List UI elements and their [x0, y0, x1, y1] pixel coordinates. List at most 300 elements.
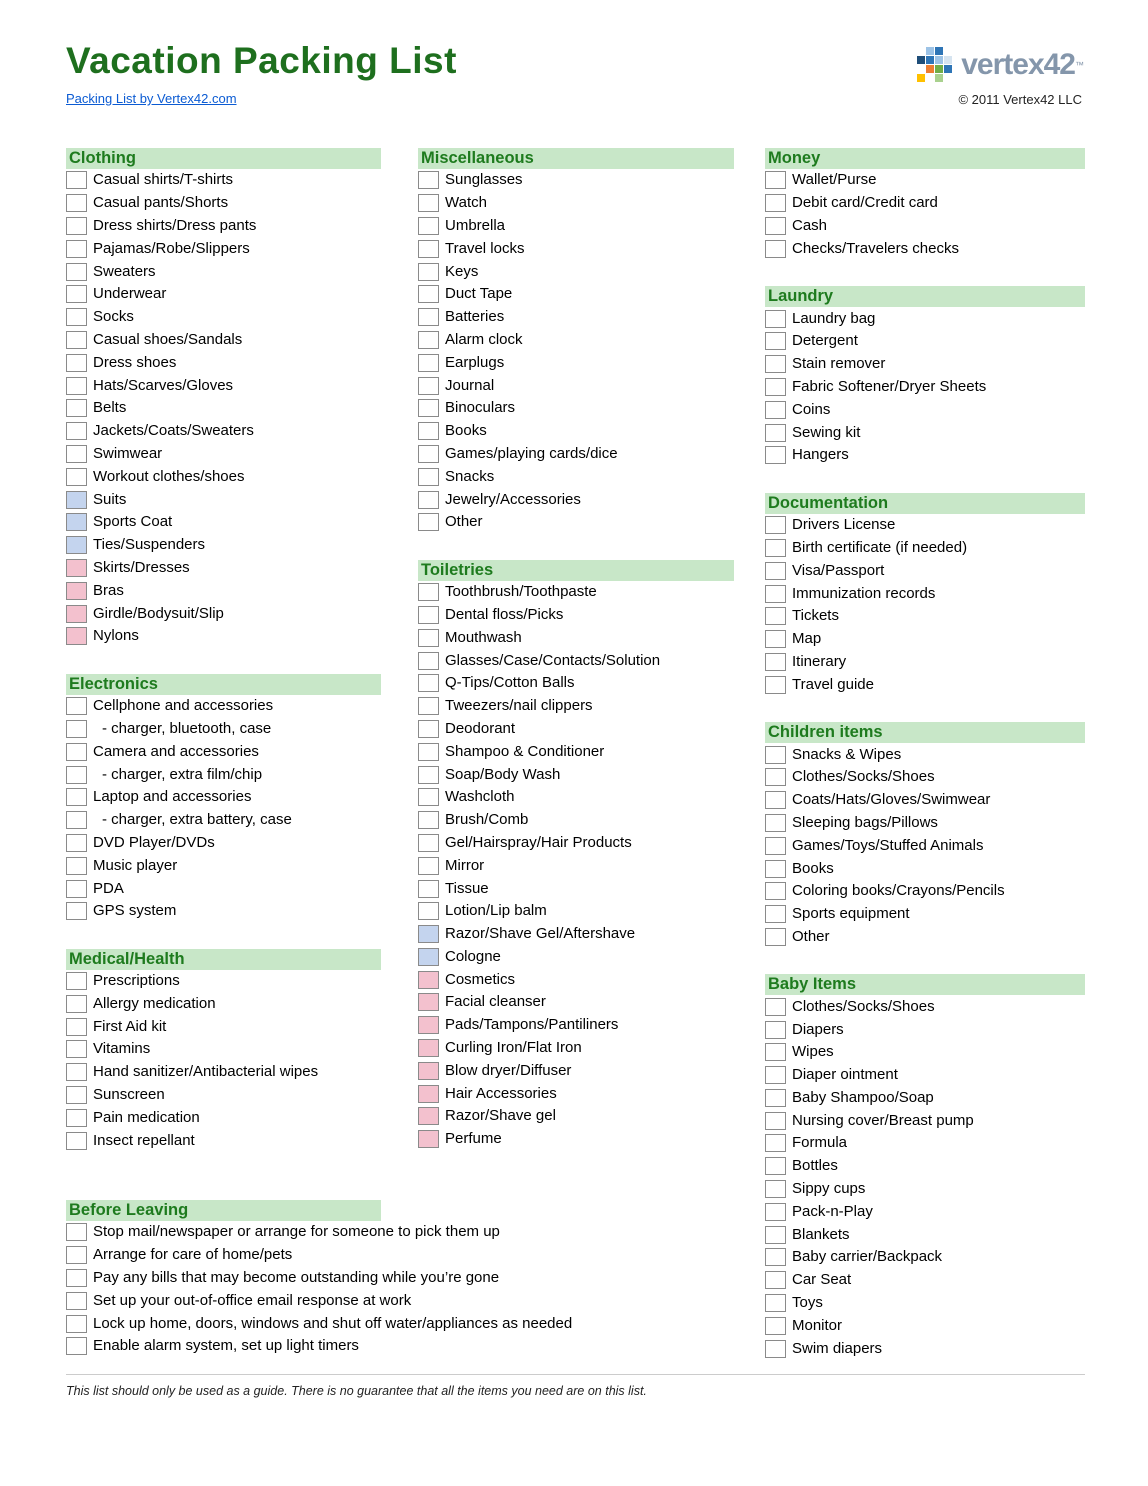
checklist-item [765, 559, 1085, 582]
item-label: Blow dryer/Diffuser [445, 1061, 572, 1079]
checkbox-insect-repellant[interactable] [66, 1132, 87, 1150]
checkbox-immunization-records[interactable] [765, 585, 786, 603]
item-label: Sweaters [93, 262, 156, 280]
checklist-item [418, 443, 734, 466]
checklist-item [765, 628, 1085, 651]
item-label: Shampoo & Conditioner [445, 742, 605, 760]
checkbox-watch[interactable] [418, 194, 439, 212]
checkbox-pajamas-robe-slippers[interactable] [66, 240, 87, 258]
checkbox-washcloth[interactable] [418, 788, 439, 806]
item-label: Nylons [93, 627, 139, 645]
checkbox-baby-carrier-backpack[interactable] [765, 1248, 786, 1266]
checkbox-first-aid-kit[interactable] [66, 1018, 87, 1036]
checkbox-coins[interactable] [765, 401, 786, 419]
section-header-children-items: Children items [765, 722, 1085, 743]
item-label: Tissue [445, 879, 489, 897]
checklist-item [418, 283, 734, 306]
checkbox-hangers[interactable] [765, 446, 786, 464]
checkbox-binoculars[interactable] [418, 399, 439, 417]
checkbox-music-player[interactable] [66, 857, 87, 875]
checklist-item [418, 1105, 734, 1128]
checkbox-girdle-bodysuit-slip[interactable] [66, 605, 87, 623]
item-label: Allergy medication [93, 994, 216, 1012]
item-label: Detergent [792, 332, 858, 350]
checklist-item [765, 215, 1085, 238]
item-label: Razor/Shave gel [445, 1107, 556, 1125]
item-label: Lotion/Lip balm [445, 902, 547, 920]
checklist-item [66, 579, 381, 602]
checkbox-dress-shirts-dress-pants[interactable] [66, 217, 87, 235]
checklist-item [418, 763, 734, 786]
item-label: Laundry bag [792, 309, 876, 327]
item-label: Books [445, 422, 487, 440]
item-label: Glasses/Case/Contacts/Solution [445, 651, 661, 669]
vertex42-link[interactable]: Packing List by Vertex42.com [66, 91, 237, 106]
checkbox-books[interactable] [765, 860, 786, 878]
checkbox-swimwear[interactable] [66, 445, 87, 463]
checklist-item [418, 968, 734, 991]
item-label: Journal [445, 376, 495, 394]
item-label: Watch [445, 194, 487, 212]
checklist-item [765, 1292, 1085, 1315]
checkbox-diapers[interactable] [765, 1021, 786, 1039]
checklist-item [765, 1246, 1085, 1269]
item-label: Earplugs [445, 353, 505, 371]
checkbox-alarm-clock[interactable] [418, 331, 439, 349]
checkbox-sewing-kit[interactable] [765, 424, 786, 442]
checkbox-other[interactable] [765, 928, 786, 946]
item-label: Hangers [792, 446, 849, 464]
item-label: Clothes/Socks/Shoes [792, 997, 935, 1015]
checkbox-workout-clothes-shoes[interactable] [66, 468, 87, 486]
item-label: Blankets [792, 1225, 850, 1243]
checklist-item [418, 626, 734, 649]
checklist-item [418, 397, 734, 420]
item-label: Sunscreen [93, 1086, 165, 1104]
checklist-item [66, 1038, 381, 1061]
checklist-item [66, 397, 381, 420]
checkbox-clothes-socks-shoes[interactable] [765, 768, 786, 786]
checklist-item [66, 1244, 381, 1267]
checkbox-mirror[interactable] [418, 857, 439, 875]
checklist-item [765, 743, 1085, 766]
checkbox-blankets[interactable] [765, 1226, 786, 1244]
item-label: Umbrella [445, 216, 506, 234]
item-label: Coins [792, 400, 831, 418]
section-clothing [66, 148, 381, 648]
checklist-item [765, 582, 1085, 605]
checkbox-casual-shirts-t-shirts[interactable] [66, 171, 87, 189]
section-header-electronics: Electronics [66, 674, 381, 695]
item-label: Stop mail/newspaper or arrange for someone to pick them up [93, 1223, 500, 1241]
checkbox-soap-body-wash[interactable] [418, 766, 439, 784]
checkbox-journal[interactable] [418, 377, 439, 395]
checklist-item [765, 812, 1085, 835]
item-label: Binoculars [445, 399, 516, 417]
checkbox-coats-hats-gloves-swimwear[interactable] [765, 791, 786, 809]
checkbox-batteries[interactable] [418, 308, 439, 326]
section-documentation [765, 493, 1085, 696]
checkbox-laptop-and-accessories[interactable] [66, 788, 87, 806]
checklist-item [418, 923, 734, 946]
checkbox-pain-medication[interactable] [66, 1109, 87, 1127]
checkbox-sports-coat[interactable] [66, 513, 87, 531]
item-label: Games/Toys/Stuffed Animals [792, 836, 984, 854]
checkbox-glasses-case-contacts-solution[interactable] [418, 652, 439, 670]
checkbox-laundry-bag[interactable] [765, 310, 786, 328]
item-label: Birth certificate (if needed) [792, 538, 968, 556]
checkbox-shampoo-conditioner[interactable] [418, 743, 439, 761]
checkbox-stain-remover[interactable] [765, 355, 786, 373]
checkbox-formula[interactable] [765, 1134, 786, 1152]
item-label: Itinerary [792, 652, 847, 670]
item-label: Wallet/Purse [792, 171, 877, 189]
checkbox-checks-travelers-checks[interactable] [765, 240, 786, 258]
checklist-item [765, 880, 1085, 903]
checklist-item [765, 1200, 1085, 1223]
checklist-item [418, 991, 734, 1014]
checkbox-razor-shave-gel[interactable] [418, 1107, 439, 1125]
checkbox-cologne[interactable] [418, 948, 439, 966]
checkbox-monitor[interactable] [765, 1317, 786, 1335]
checkbox-cellphone-and-accessories[interactable] [66, 697, 87, 715]
section-laundry [765, 286, 1085, 467]
checkbox-detergent[interactable] [765, 332, 786, 350]
item-label: Wipes [792, 1043, 834, 1061]
checkbox-dvd-player-dvds[interactable] [66, 834, 87, 852]
checklist-item [418, 215, 734, 238]
checkbox-curling-iron-flat-iron[interactable] [418, 1039, 439, 1057]
item-label: Mouthwash [445, 628, 522, 646]
checkbox-razor-shave-gel-aftershave[interactable] [418, 925, 439, 943]
checkbox-cosmetics[interactable] [418, 971, 439, 989]
checklist-item [418, 649, 734, 672]
checkbox-set-up-your-out-of-office-email-response-at-work[interactable] [66, 1292, 87, 1310]
checklist-item [765, 421, 1085, 444]
checkbox-sleeping-bags-pillows[interactable] [765, 814, 786, 832]
checkbox-nursing-cover-breast-pump[interactable] [765, 1112, 786, 1130]
checklist-item [418, 672, 734, 695]
item-label: Facial cleanser [445, 993, 546, 1011]
item-label: Set up your out-of-office email response at work [93, 1291, 412, 1309]
checkbox-allergy-medication[interactable] [66, 995, 87, 1013]
item-label: Deodorant [445, 719, 516, 737]
checkbox-other[interactable] [418, 513, 439, 531]
checkbox-charger-bluetooth-case[interactable] [66, 720, 87, 738]
checkbox-tickets[interactable] [765, 607, 786, 625]
item-label: Car Seat [792, 1271, 852, 1289]
checklist-item [66, 351, 381, 374]
item-label: Debit card/Credit card [792, 194, 938, 212]
checkbox-fabric-softener-dryer-sheets[interactable] [765, 378, 786, 396]
checkbox-nylons[interactable] [66, 627, 87, 645]
item-label: DVD Player/DVDs [93, 833, 215, 851]
logo-trademark: ™ [1075, 60, 1084, 70]
checklist-item [66, 169, 381, 192]
checkbox-tissue[interactable] [418, 880, 439, 898]
checkbox-sippy-cups[interactable] [765, 1180, 786, 1198]
checkbox-sweaters[interactable] [66, 263, 87, 281]
checklist-item [765, 237, 1085, 260]
checklist-item [765, 1155, 1085, 1178]
checkbox-facial-cleanser[interactable] [418, 993, 439, 1011]
checklist-item [418, 511, 734, 534]
checklist-item [66, 1061, 381, 1084]
checklist-item [418, 1128, 734, 1151]
checklist-item [66, 374, 381, 397]
checklist-item [765, 926, 1085, 949]
item-label: Music player [93, 856, 178, 874]
checkbox-toothbrush-toothpaste[interactable] [418, 583, 439, 601]
checklist-item [418, 488, 734, 511]
checkbox-dress-shoes[interactable] [66, 354, 87, 372]
item-label: Other [445, 513, 483, 531]
item-label: Brush/Comb [445, 811, 529, 829]
checkbox-games-toys-stuffed-animals[interactable] [765, 837, 786, 855]
checkbox-snacks-wipes[interactable] [765, 746, 786, 764]
checkbox-hats-scarves-gloves[interactable] [66, 377, 87, 395]
checklist-item [765, 537, 1085, 560]
checkbox-travel-locks[interactable] [418, 240, 439, 258]
item-label: Q-Tips/Cotton Balls [445, 674, 575, 692]
checkbox-blow-dryer-diffuser[interactable] [418, 1062, 439, 1080]
item-label: Curling Iron/Flat Iron [445, 1039, 582, 1057]
vertex42-logo [916, 46, 1084, 84]
item-label: Snacks [445, 467, 495, 485]
checkbox-coloring-books-crayons-pencils[interactable] [765, 882, 786, 900]
checkbox-games-playing-cards-dice[interactable] [418, 445, 439, 463]
item-label: Nursing cover/Breast pump [792, 1111, 974, 1129]
checklist-item [765, 834, 1085, 857]
checklist-item [418, 854, 734, 877]
checkbox-map[interactable] [765, 630, 786, 648]
section-header-before-leaving: Before Leaving [66, 1200, 381, 1221]
checkbox-belts[interactable] [66, 399, 87, 417]
checklist-item [418, 832, 734, 855]
checklist-item [418, 351, 734, 374]
checklist-item [66, 1267, 500, 1290]
checkbox-casual-shoes-sandals[interactable] [66, 331, 87, 349]
checkbox-hand-sanitizer-antibacterial-wipes[interactable] [66, 1063, 87, 1081]
checkbox-camera-and-accessories[interactable] [66, 743, 87, 761]
item-label: Jewelry/Accessories [445, 490, 581, 508]
item-label: Games/playing cards/dice [445, 444, 618, 462]
checklist-item [418, 1082, 734, 1105]
item-label: Dress shoes [93, 353, 177, 371]
item-label: Bottles [792, 1157, 838, 1175]
section-header-clothing: Clothing [66, 148, 381, 169]
checkbox-perfume[interactable] [418, 1130, 439, 1148]
checkbox-pay-any-bills-that-may-become-outstanding-while-you-re-gone[interactable] [66, 1269, 87, 1287]
checkbox-clothes-socks-shoes[interactable] [765, 998, 786, 1016]
item-label: Pads/Tampons/Pantiliners [445, 1016, 619, 1034]
checkbox-underwear[interactable] [66, 285, 87, 303]
checkbox-books[interactable] [418, 422, 439, 440]
column-3 [765, 148, 1085, 1360]
checkbox-vitamins[interactable] [66, 1040, 87, 1058]
checklist-item [66, 1312, 573, 1335]
checklist-item [66, 465, 381, 488]
section-toiletries [418, 560, 734, 1151]
item-label: Insect repellant [93, 1131, 195, 1149]
item-label: Diapers [792, 1020, 844, 1038]
checklist-item [66, 329, 381, 352]
item-label: Tickets [792, 607, 839, 625]
checkbox-socks[interactable] [66, 308, 87, 326]
checklist-item [765, 1223, 1085, 1246]
checklist-item [765, 376, 1085, 399]
item-label: Sewing kit [792, 423, 861, 441]
checkbox-dental-floss-picks[interactable] [418, 606, 439, 624]
item-label: Books [792, 859, 834, 877]
item-label: Coloring books/Crayons/Pencils [792, 882, 1005, 900]
checklist-item [765, 398, 1085, 421]
checkbox-keys[interactable] [418, 263, 439, 281]
checkbox-jewelry-accessories[interactable] [418, 491, 439, 509]
checklist-item [418, 695, 734, 718]
checkbox-wallet-purse[interactable] [765, 171, 786, 189]
checklist-item [66, 488, 381, 511]
item-label: Casual pants/Shorts [93, 194, 229, 212]
item-label: Sippy cups [792, 1180, 866, 1198]
checkbox-sunglasses[interactable] [418, 171, 439, 189]
checkbox-casual-pants-shorts[interactable] [66, 194, 87, 212]
checkbox-sunscreen[interactable] [66, 1086, 87, 1104]
checklist-item [66, 1221, 500, 1244]
checklist-item [66, 192, 381, 215]
checklist-item [66, 283, 381, 306]
item-label: Hand sanitizer/Antibacterial wipes [93, 1063, 319, 1081]
item-label: Perfume [445, 1130, 502, 1148]
checkbox-tweezers-nail-clippers[interactable] [418, 697, 439, 715]
checkbox-enable-alarm-system-set-up-light-timers[interactable] [66, 1337, 87, 1355]
item-label: - charger, extra battery, case [102, 811, 292, 829]
checkbox-drivers-license[interactable] [765, 516, 786, 534]
item-label: Dental floss/Picks [445, 605, 564, 623]
checklist-item [66, 557, 381, 580]
checkbox-bottles[interactable] [765, 1157, 786, 1175]
checklist-item [66, 877, 381, 900]
checkbox-stop-mail-newspaper-or-arrange-for-someone-to-pick-them-up[interactable] [66, 1223, 87, 1241]
checklist-item [418, 581, 734, 604]
checkbox-pads-tampons-pantiliners[interactable] [418, 1016, 439, 1034]
item-label: Travel locks [445, 239, 525, 257]
checkbox-car-seat[interactable] [765, 1271, 786, 1289]
checkbox-duct-tape[interactable] [418, 285, 439, 303]
checklist-item [66, 718, 381, 741]
checkbox-itinerary[interactable] [765, 653, 786, 671]
checklist-item [418, 1037, 734, 1060]
item-label: Prescriptions [93, 972, 180, 990]
checkbox-wipes[interactable] [765, 1043, 786, 1061]
item-label: - charger, extra film/chip [102, 765, 263, 783]
checkbox-sports-equipment[interactable] [765, 905, 786, 923]
section-header-documentation: Documentation [765, 493, 1085, 514]
item-label: Baby carrier/Backpack [792, 1248, 943, 1266]
checkbox-prescriptions[interactable] [66, 972, 87, 990]
item-label: Clothes/Socks/Shoes [792, 768, 935, 786]
checkbox-charger-extra-battery-case[interactable] [66, 811, 87, 829]
checklist-item [66, 1289, 412, 1312]
checkbox-gel-hairspray-hair-products[interactable] [418, 834, 439, 852]
checklist-item [765, 1269, 1085, 1292]
item-label: Other [792, 927, 830, 945]
checkbox-swim-diapers[interactable] [765, 1340, 786, 1358]
checkbox-travel-guide[interactable] [765, 676, 786, 694]
checkbox-earplugs[interactable] [418, 354, 439, 372]
item-label: Bras [93, 581, 124, 599]
item-label: Formula [792, 1134, 848, 1152]
section-header-toiletries: Toiletries [418, 560, 734, 581]
checkbox-visa-passport[interactable] [765, 562, 786, 580]
checkbox-gps-system[interactable] [66, 902, 87, 920]
item-label: - charger, bluetooth, case [102, 719, 272, 737]
checklist-item [765, 673, 1085, 696]
checkbox-suits[interactable] [66, 491, 87, 509]
item-label: Enable alarm system, set up light timers [93, 1337, 359, 1355]
item-label: Baby Shampoo/Soap [792, 1088, 934, 1106]
checkbox-deodorant[interactable] [418, 720, 439, 738]
checkbox-toys[interactable] [765, 1294, 786, 1312]
checkbox-baby-shampoo-soap[interactable] [765, 1089, 786, 1107]
checkbox-umbrella[interactable] [418, 217, 439, 235]
section-money [765, 148, 1085, 260]
checkbox-lotion-lip-balm[interactable] [418, 902, 439, 920]
checklist-item [765, 1109, 1085, 1132]
checklist-item [765, 903, 1085, 926]
checklist-item [66, 854, 381, 877]
checklist-item [765, 789, 1085, 812]
checkbox-cash[interactable] [765, 217, 786, 235]
checklist-item [66, 443, 381, 466]
checklist-item [66, 534, 381, 557]
checkbox-charger-extra-film-chip[interactable] [66, 766, 87, 784]
section-header-money: Money [765, 148, 1085, 169]
checklist-item [418, 946, 734, 969]
checkbox-jackets-coats-sweaters[interactable] [66, 422, 87, 440]
item-label: Soap/Body Wash [445, 765, 561, 783]
item-label: Razor/Shave Gel/Aftershave [445, 925, 636, 943]
column-2 [418, 148, 734, 1151]
checklist-item [418, 786, 734, 809]
item-label: Casual shoes/Sandals [93, 330, 243, 348]
section-header-miscellaneous: Miscellaneous [418, 148, 734, 169]
checkbox-hair-accessories[interactable] [418, 1085, 439, 1103]
checkbox-diaper-ointment[interactable] [765, 1066, 786, 1084]
checkbox-birth-certificate-if-needed[interactable] [765, 539, 786, 557]
checkbox-pack-n-play[interactable] [765, 1203, 786, 1221]
checklist-item [418, 420, 734, 443]
checkbox-bras[interactable] [66, 582, 87, 600]
checklist-item [66, 740, 381, 763]
checkbox-pda[interactable] [66, 880, 87, 898]
item-label: Suits [93, 490, 127, 508]
checkbox-ties-suspenders[interactable] [66, 536, 87, 554]
checkbox-mouthwash[interactable] [418, 629, 439, 647]
item-label: Fabric Softener/Dryer Sheets [792, 377, 987, 395]
checkbox-q-tips-cotton-balls[interactable] [418, 674, 439, 692]
checkbox-brush-comb[interactable] [418, 811, 439, 829]
checkbox-debit-card-credit-card[interactable] [765, 194, 786, 212]
checkbox-snacks[interactable] [418, 468, 439, 486]
checklist-item [418, 809, 734, 832]
checkbox-skirts-dresses[interactable] [66, 559, 87, 577]
item-label: Monitor [792, 1316, 843, 1334]
item-label: Belts [93, 399, 127, 417]
checkbox-lock-up-home-doors-windows-and-shut-off-water-appliances-as-needed[interactable] [66, 1315, 87, 1333]
checkbox-arrange-for-care-of-home-pets[interactable] [66, 1246, 87, 1264]
checklist-item [66, 695, 381, 718]
